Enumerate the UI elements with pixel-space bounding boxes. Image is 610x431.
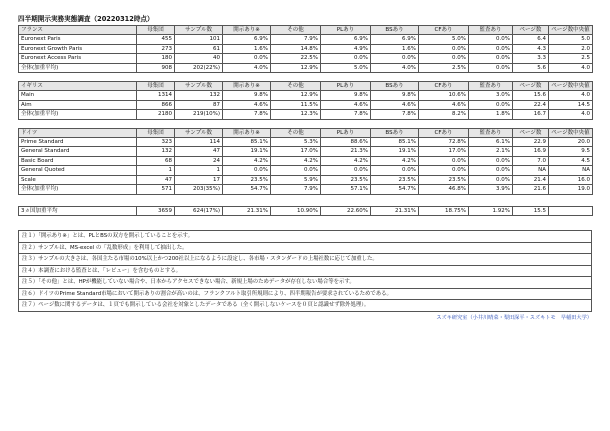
value-cell: 132 xyxy=(137,147,175,156)
market-name-cell: Scale xyxy=(19,175,137,184)
column-header: ページ数中央値 xyxy=(549,82,593,91)
value-cell: 11.5% xyxy=(271,100,321,109)
value-cell: 0.0% xyxy=(469,35,513,44)
market-name-cell: General Quoted xyxy=(19,166,137,175)
summary-gap xyxy=(19,194,593,206)
column-header: その他 xyxy=(271,128,321,137)
value-cell: 4.6% xyxy=(223,100,271,109)
value-cell: 2.5% xyxy=(419,63,469,72)
value-cell: 0.0% xyxy=(469,156,513,165)
value-cell: 0.0% xyxy=(371,54,419,63)
column-header: 母集団 xyxy=(137,82,175,91)
value-cell: 5.0 xyxy=(549,35,593,44)
summary-value-cell: 15.5 xyxy=(513,206,549,215)
value-cell: 219(10%) xyxy=(175,110,223,119)
table-row xyxy=(19,166,593,175)
value-cell: 0.0% xyxy=(469,54,513,63)
value-cell: 2.1% xyxy=(469,147,513,156)
value-cell: 4.2% xyxy=(321,156,371,165)
value-cell: 17.0% xyxy=(419,147,469,156)
value-cell: 4.5 xyxy=(549,156,593,165)
summary-value-cell: 21.31% xyxy=(223,206,271,215)
value-cell: 88.6% xyxy=(321,138,371,147)
value-cell: 85.1% xyxy=(223,138,271,147)
value-cell: 0.0% xyxy=(419,166,469,175)
market-name-cell: Basic Board xyxy=(19,156,137,165)
value-cell: 0.0% xyxy=(419,54,469,63)
value-cell: 54.7% xyxy=(223,185,271,194)
value-cell: 7.9% xyxy=(271,35,321,44)
note-row xyxy=(19,265,592,277)
column-header: サンプル数 xyxy=(175,128,223,137)
note-text: 注４）本調査における監査とは、「レビュー」を含むものとする。 xyxy=(19,265,592,277)
value-cell: 6.4 xyxy=(513,35,549,44)
market-name-cell: 全体(加重平均) xyxy=(19,110,137,119)
value-cell: 8.2% xyxy=(419,110,469,119)
value-cell: 0.0% xyxy=(223,166,271,175)
value-cell: 61 xyxy=(175,44,223,53)
value-cell: 323 xyxy=(137,138,175,147)
value-cell: 4.2% xyxy=(271,156,321,165)
section-header-row xyxy=(19,82,593,91)
note-text: 注１）「開示あり※」とは、PLとBSの双方を開示していることを示す。 xyxy=(19,230,592,242)
value-cell: 4.6% xyxy=(371,100,419,109)
value-cell: 5.0% xyxy=(419,35,469,44)
value-cell: 1.6% xyxy=(371,44,419,53)
value-cell: 23.5% xyxy=(223,175,271,184)
section-gap xyxy=(19,119,593,128)
value-cell: 6.1% xyxy=(469,138,513,147)
value-cell: 908 xyxy=(137,63,175,72)
value-cell: 9.8% xyxy=(371,91,419,100)
value-cell: 47 xyxy=(137,175,175,184)
note-text: 注７）ページ数に関するデータは、１頁でも開示している会社を対象としたデータである（全く開示しないケースを０頁と認識せず除外処理）。 xyxy=(19,300,592,312)
summary-value-cell: 22.60% xyxy=(321,206,371,215)
column-header: PLあり xyxy=(321,128,371,137)
column-header: ページ数中央値 xyxy=(549,128,593,137)
value-cell: 9.8% xyxy=(223,91,271,100)
value-cell: 6.9% xyxy=(223,35,271,44)
value-cell: 54.7% xyxy=(371,185,419,194)
value-cell: 4.0 xyxy=(549,110,593,119)
value-cell: 4.2% xyxy=(371,156,419,165)
value-cell: 0.0% xyxy=(469,63,513,72)
table-row xyxy=(19,110,593,119)
survey-table xyxy=(18,25,593,216)
value-cell: 24 xyxy=(175,156,223,165)
column-header: ページ数 xyxy=(513,82,549,91)
country-header: ドイツ xyxy=(19,128,137,137)
column-header: 開示あり※ xyxy=(223,128,271,137)
value-cell: 0.0% xyxy=(321,54,371,63)
value-cell: 7.8% xyxy=(371,110,419,119)
value-cell: 0.0% xyxy=(223,54,271,63)
value-cell: 3.9% xyxy=(469,185,513,194)
credit-line: スズキ研究室（小井川晴菜・梨田深平・スズキトモ 早稲田大学） xyxy=(436,315,592,322)
summary-value-cell: 18.75% xyxy=(419,206,469,215)
value-cell: 10.6% xyxy=(419,91,469,100)
value-cell: 57.1% xyxy=(321,185,371,194)
value-cell: 68 xyxy=(137,156,175,165)
value-cell: 21.3% xyxy=(321,147,371,156)
summary-label-cell: 3ヵ国加重平均 xyxy=(19,206,137,215)
value-cell: 17.0% xyxy=(271,147,321,156)
column-header: 開示あり※ xyxy=(223,26,271,35)
value-cell: 14.8% xyxy=(271,44,321,53)
column-header: ページ数 xyxy=(513,128,549,137)
value-cell: 19.0 xyxy=(549,185,593,194)
value-cell: 12.9% xyxy=(271,91,321,100)
column-header: 監査あり xyxy=(469,82,513,91)
value-cell: 4.6% xyxy=(419,100,469,109)
value-cell: 6.9% xyxy=(321,35,371,44)
table-row xyxy=(19,138,593,147)
column-header: CFあり xyxy=(419,128,469,137)
value-cell: 5.6 xyxy=(513,63,549,72)
summary-row xyxy=(19,206,593,215)
column-header: サンプル数 xyxy=(175,82,223,91)
value-cell: 4.3 xyxy=(513,44,549,53)
value-cell: 202(22%) xyxy=(175,63,223,72)
value-cell: 4.9% xyxy=(321,44,371,53)
value-cell: 0.0% xyxy=(469,175,513,184)
market-name-cell: Euronext Growth Paris xyxy=(19,44,137,53)
value-cell: 87 xyxy=(175,100,223,109)
note-text: 注５）「その他」とは、HPが機能していない場合や、日本からアクセスできない場合、新規上場のためデータが存在しない場合等を示す。 xyxy=(19,277,592,289)
value-cell: 132 xyxy=(175,91,223,100)
value-cell: 3.0% xyxy=(469,91,513,100)
table-row xyxy=(19,91,593,100)
value-cell: 6.9% xyxy=(371,35,419,44)
note-row xyxy=(19,242,592,254)
value-cell: 7.0 xyxy=(513,156,549,165)
value-cell: 114 xyxy=(175,138,223,147)
table-row xyxy=(19,185,593,194)
value-cell: 0.0% xyxy=(469,166,513,175)
value-cell: 7.9% xyxy=(271,185,321,194)
value-cell: 2180 xyxy=(137,110,175,119)
note-text: 注３）サンプルの大きさは、各国主たる市場の10%以上かつ200社以上になるように設定し、各市場・スタンダードの上場社数に応じて加重した。 xyxy=(19,254,592,266)
country-header: フランス xyxy=(19,26,137,35)
value-cell: 9.5 xyxy=(549,147,593,156)
note-row xyxy=(19,230,592,242)
value-cell: 21.6 xyxy=(513,185,549,194)
value-cell: 180 xyxy=(137,54,175,63)
table-row xyxy=(19,54,593,63)
value-cell: NA xyxy=(549,166,593,175)
value-cell: 0.0% xyxy=(419,156,469,165)
value-cell: 1.8% xyxy=(469,110,513,119)
note-text: 注２）サンプルは、MS-excel の「乱数形成」を利用して抽出した。 xyxy=(19,242,592,254)
column-header: PLあり xyxy=(321,82,371,91)
column-header: PLあり xyxy=(321,26,371,35)
market-name-cell: Prime Standard xyxy=(19,138,137,147)
value-cell: 16.7 xyxy=(513,110,549,119)
value-cell: 273 xyxy=(137,44,175,53)
market-name-cell: Euronext Paris xyxy=(19,35,137,44)
value-cell: 19.1% xyxy=(223,147,271,156)
value-cell: 4.0 xyxy=(549,91,593,100)
value-cell: 4.2% xyxy=(223,156,271,165)
value-cell: 0.0% xyxy=(469,100,513,109)
table-row xyxy=(19,35,593,44)
table-row xyxy=(19,44,593,53)
value-cell: 571 xyxy=(137,185,175,194)
country-header: イギリス xyxy=(19,82,137,91)
summary-value-cell xyxy=(549,206,593,215)
value-cell: 20.0 xyxy=(549,138,593,147)
value-cell: 17 xyxy=(175,175,223,184)
value-cell: 5.3% xyxy=(271,138,321,147)
value-cell: 866 xyxy=(137,100,175,109)
value-cell: 0.0% xyxy=(469,44,513,53)
note-row xyxy=(19,277,592,289)
market-name-cell: 全体(加重平均) xyxy=(19,63,137,72)
value-cell: 9.8% xyxy=(321,91,371,100)
value-cell: 21.4 xyxy=(513,175,549,184)
column-header: サンプル数 xyxy=(175,26,223,35)
value-cell: 4.0 xyxy=(549,63,593,72)
column-header: 開示あり※ xyxy=(223,82,271,91)
market-name-cell: Aim xyxy=(19,100,137,109)
value-cell: 16.9 xyxy=(513,147,549,156)
column-header: BSあり xyxy=(371,26,419,35)
value-cell: 2.0 xyxy=(549,44,593,53)
value-cell: 0.0% xyxy=(371,166,419,175)
column-header: その他 xyxy=(271,82,321,91)
summary-value-cell: 1.92% xyxy=(469,206,513,215)
value-cell: 14.5 xyxy=(549,100,593,109)
value-cell: 1.6% xyxy=(223,44,271,53)
value-cell: 19.1% xyxy=(371,147,419,156)
value-cell: 85.1% xyxy=(371,138,419,147)
value-cell: 203(35%) xyxy=(175,185,223,194)
note-row xyxy=(19,300,592,312)
section-header-row xyxy=(19,26,593,35)
market-name-cell: General Standard xyxy=(19,147,137,156)
value-cell: 0.0% xyxy=(321,166,371,175)
value-cell: 72.8% xyxy=(419,138,469,147)
value-cell: 46.8% xyxy=(419,185,469,194)
value-cell: 22.5% xyxy=(271,54,321,63)
column-header: 母集団 xyxy=(137,26,175,35)
value-cell: 12.9% xyxy=(271,63,321,72)
column-header: BSあり xyxy=(371,82,419,91)
value-cell: 0.0% xyxy=(419,44,469,53)
value-cell: 40 xyxy=(175,54,223,63)
notes-table xyxy=(18,230,592,312)
value-cell: 47 xyxy=(175,147,223,156)
market-name-cell: Euronext Access Paris xyxy=(19,54,137,63)
column-header: CFあり xyxy=(419,26,469,35)
value-cell: 1314 xyxy=(137,91,175,100)
value-cell: 4.6% xyxy=(321,100,371,109)
summary-value-cell: 21.31% xyxy=(371,206,419,215)
table-row xyxy=(19,156,593,165)
value-cell: 1 xyxy=(175,166,223,175)
table-row xyxy=(19,175,593,184)
value-cell: 3.3 xyxy=(513,54,549,63)
value-cell: 15.6 xyxy=(513,91,549,100)
table-row xyxy=(19,100,593,109)
column-header: 母集団 xyxy=(137,128,175,137)
table-row xyxy=(19,63,593,72)
note-row xyxy=(19,254,592,266)
value-cell: 23.5% xyxy=(371,175,419,184)
value-cell: 5.0% xyxy=(321,63,371,72)
value-cell: 22.4 xyxy=(513,100,549,109)
note-row xyxy=(19,288,592,300)
value-cell: NA xyxy=(513,166,549,175)
value-cell: 23.5% xyxy=(321,175,371,184)
value-cell: 7.8% xyxy=(321,110,371,119)
section-header-row xyxy=(19,128,593,137)
value-cell: 455 xyxy=(137,35,175,44)
column-header: その他 xyxy=(271,26,321,35)
column-header: ページ数中央値 xyxy=(549,26,593,35)
value-cell: 4.0% xyxy=(371,63,419,72)
value-cell: 0.0% xyxy=(271,166,321,175)
note-text: 注６）ドイツのPrime Standard市場において開示ありの割合が高いのは、フランクフルト取引所規則により、四半期報告が要求されているためである。 xyxy=(19,288,592,300)
table-row xyxy=(19,147,593,156)
column-header: CFあり xyxy=(419,82,469,91)
value-cell: 23.5% xyxy=(419,175,469,184)
column-header: BSあり xyxy=(371,128,419,137)
value-cell: 16.0 xyxy=(549,175,593,184)
value-cell: 7.8% xyxy=(223,110,271,119)
summary-value-cell: 3659 xyxy=(137,206,175,215)
column-header: 監査あり xyxy=(469,26,513,35)
value-cell: 101 xyxy=(175,35,223,44)
value-cell: 5.9% xyxy=(271,175,321,184)
section-gap xyxy=(19,73,593,82)
value-cell: 12.3% xyxy=(271,110,321,119)
column-header: 監査あり xyxy=(469,128,513,137)
summary-value-cell: 10.90% xyxy=(271,206,321,215)
value-cell: 4.0% xyxy=(223,63,271,72)
value-cell: 2.5 xyxy=(549,54,593,63)
document-title: 四半期開示実務実態調査（20220312時点） xyxy=(18,15,154,23)
value-cell: 1 xyxy=(137,166,175,175)
column-header: ページ数 xyxy=(513,26,549,35)
market-name-cell: Main xyxy=(19,91,137,100)
market-name-cell: 全体(加重平均) xyxy=(19,185,137,194)
value-cell: 22.9 xyxy=(513,138,549,147)
summary-value-cell: 624(17%) xyxy=(175,206,223,215)
